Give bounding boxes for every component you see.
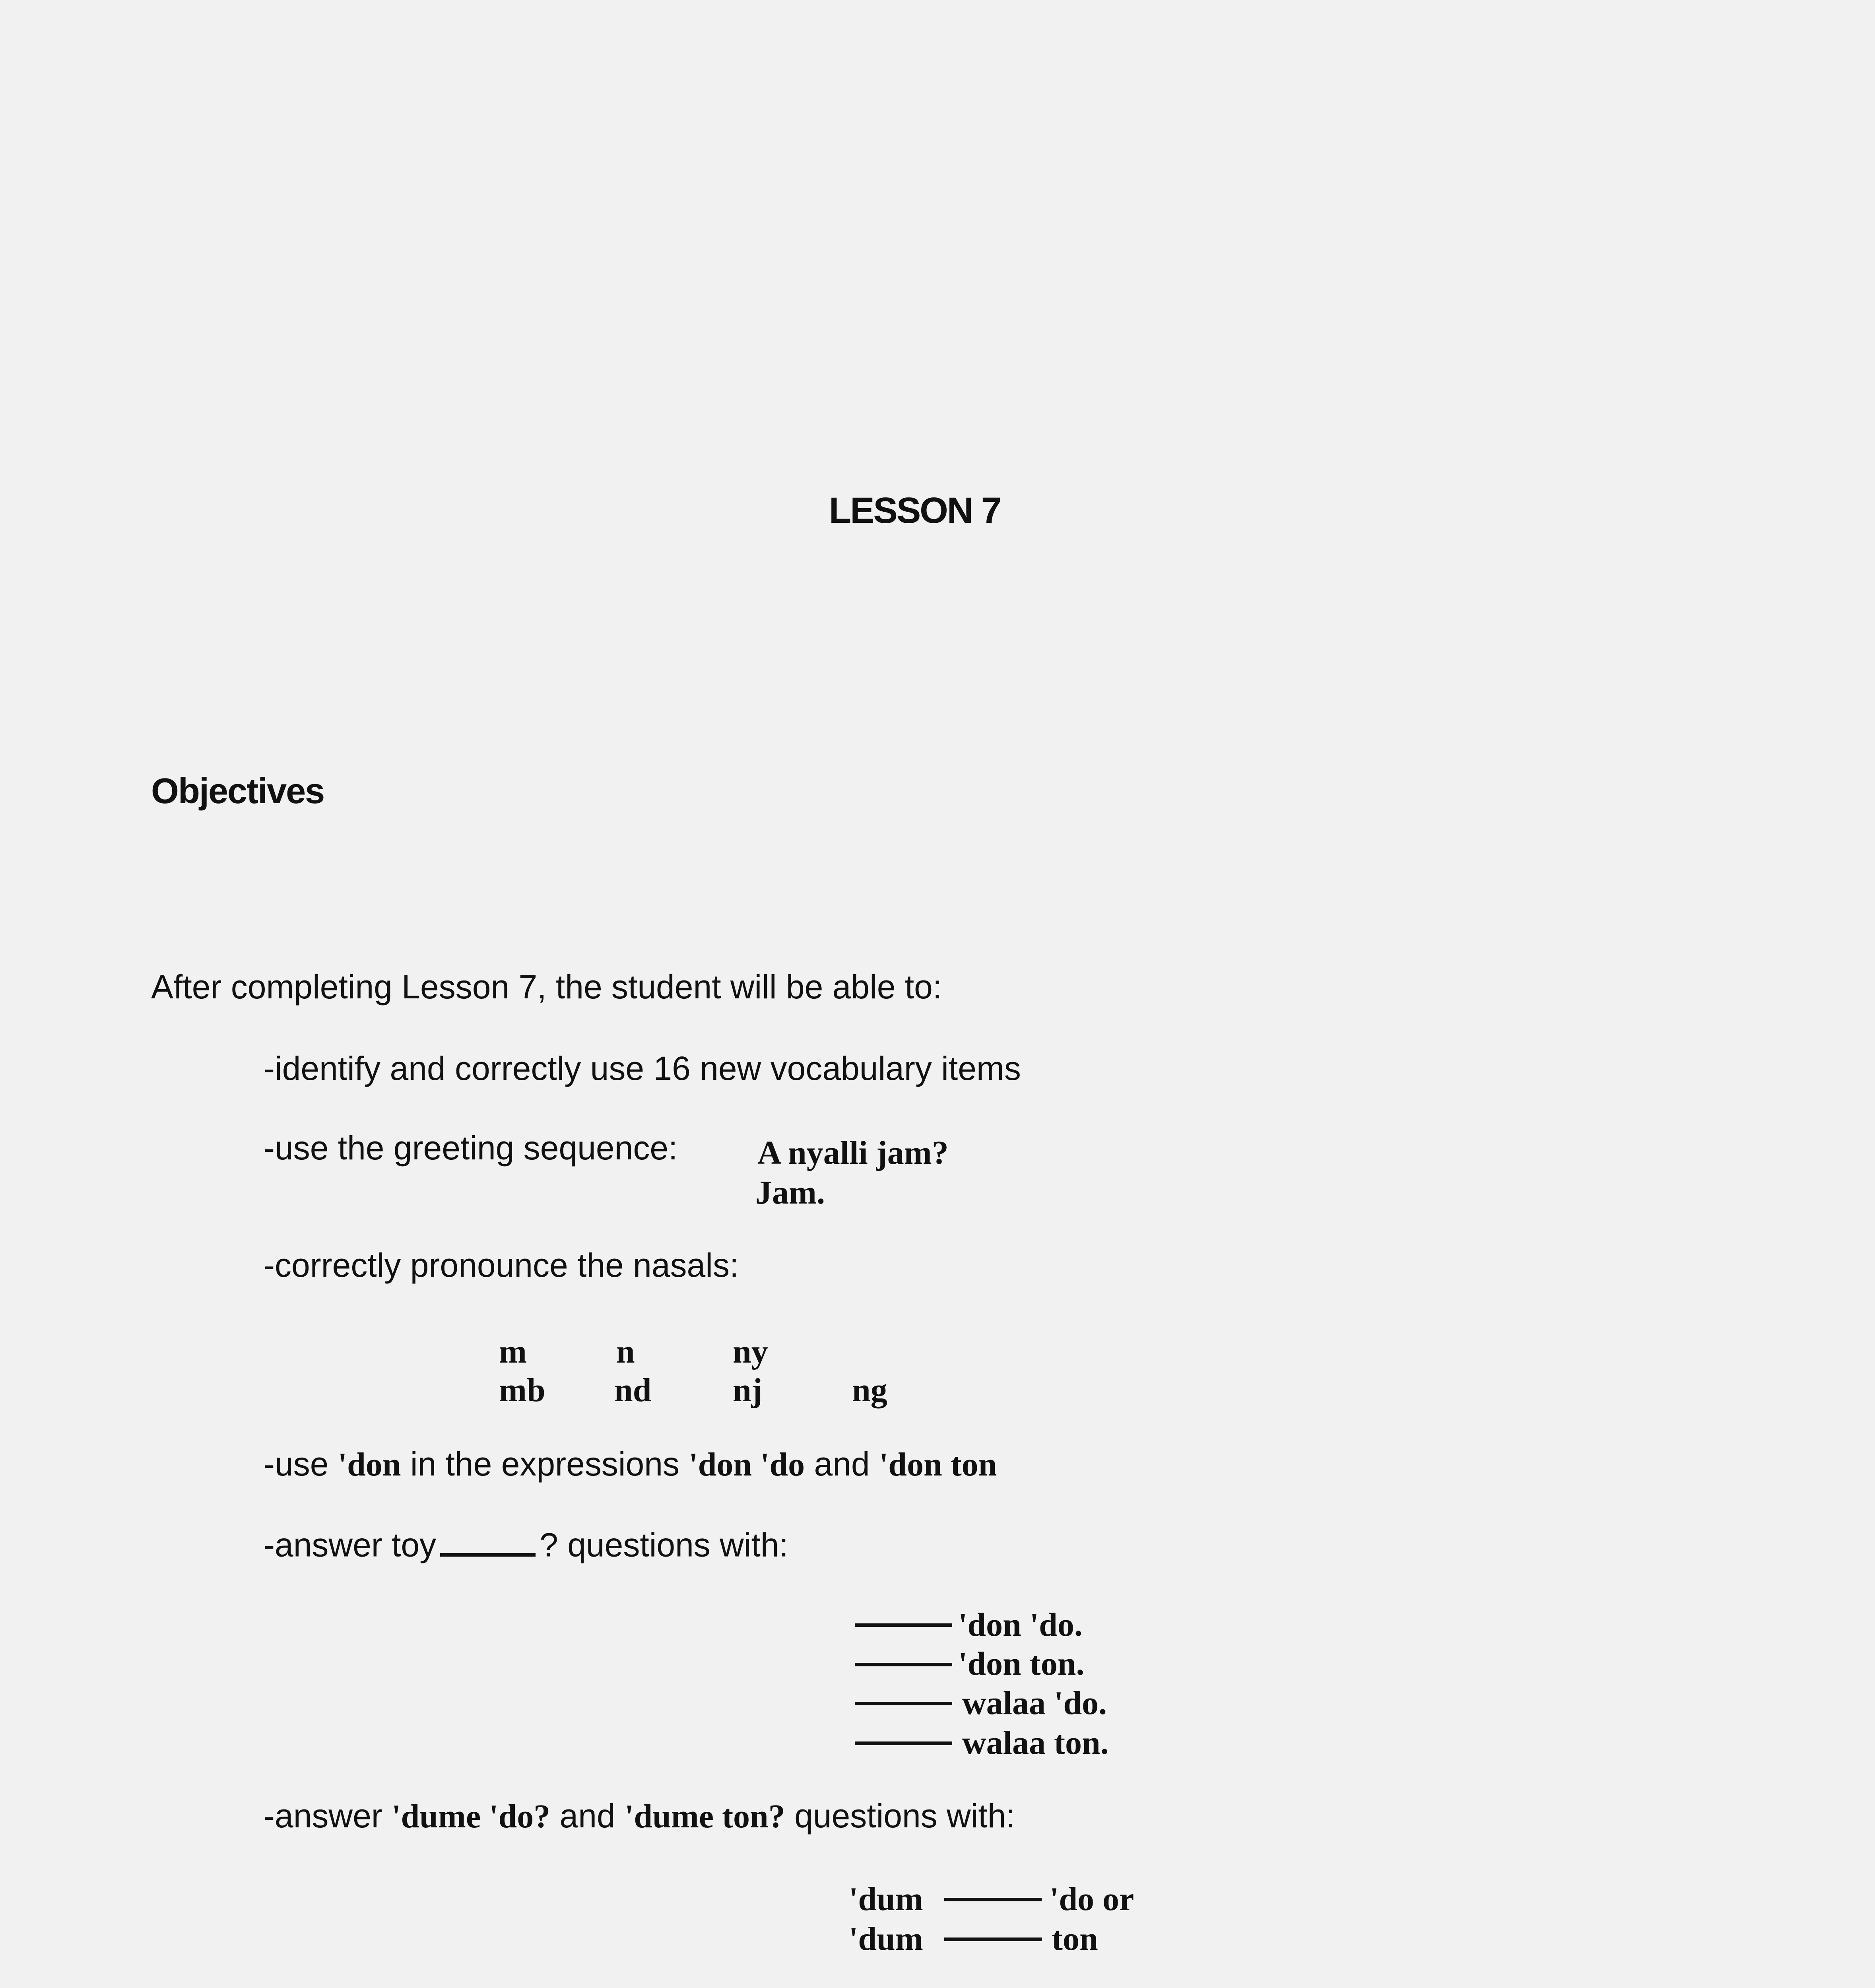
answer-blank bbox=[855, 1623, 952, 1627]
lesson-title: LESSON 7 bbox=[829, 490, 1001, 531]
don-expression-1: 'don 'do bbox=[689, 1446, 805, 1483]
objective-greeting-label: -use the greeting sequence: bbox=[264, 1129, 678, 1167]
don-expression-2: 'don ton bbox=[879, 1446, 997, 1483]
dume-and: and bbox=[559, 1797, 615, 1835]
answer-blank bbox=[944, 1898, 1042, 1901]
answer-blank bbox=[440, 1523, 536, 1557]
toy-answer-3: walaa 'do. bbox=[962, 1685, 1107, 1722]
toy-answer-4: walaa ton. bbox=[962, 1724, 1109, 1761]
nasal-nj: nj bbox=[733, 1372, 763, 1409]
greeting-line-1: A nyalli jam? bbox=[757, 1134, 949, 1171]
toy-prefix: -answer toy bbox=[264, 1526, 437, 1564]
greeting-line-2: Jam. bbox=[755, 1174, 825, 1211]
dume-question-2: 'dume ton? bbox=[625, 1798, 785, 1835]
don-word: 'don bbox=[338, 1446, 401, 1483]
dume-answer-2-post: ton bbox=[1052, 1920, 1098, 1957]
toy-answer-2: 'don ton. bbox=[958, 1645, 1085, 1682]
toy-suffix: ? questions with: bbox=[540, 1526, 788, 1564]
objective-don-expressions bbox=[264, 1447, 997, 1481]
nasal-n: n bbox=[616, 1333, 635, 1370]
toy-answer-1: 'don 'do. bbox=[958, 1606, 1083, 1643]
dume-answer-2-pre: 'dum bbox=[849, 1920, 923, 1957]
dume-answer-1-post: 'do or bbox=[1050, 1881, 1134, 1918]
nasal-ng: ng bbox=[852, 1372, 887, 1409]
objective-dume-questions bbox=[264, 1799, 1015, 1833]
nasal-mb: mb bbox=[499, 1372, 545, 1409]
objective-nasals-label: -correctly pronounce the nasals: bbox=[264, 1246, 739, 1284]
intro-paragraph: After completing Lesson 7, the student will be able to: bbox=[151, 968, 942, 1006]
nasal-nd: nd bbox=[614, 1372, 652, 1409]
dume-question-1: 'dume 'do? bbox=[392, 1798, 551, 1835]
don-prefix: -use bbox=[264, 1445, 329, 1483]
objectives-heading: Objectives bbox=[151, 771, 324, 811]
answer-blank bbox=[944, 1938, 1042, 1941]
nasal-m: m bbox=[499, 1333, 527, 1370]
answer-blank bbox=[855, 1741, 952, 1745]
nasal-ny: ny bbox=[733, 1333, 768, 1370]
dume-prefix: -answer bbox=[264, 1797, 382, 1835]
answer-blank bbox=[855, 1702, 952, 1705]
answer-blank bbox=[855, 1663, 952, 1666]
objective-vocabulary: -identify and correctly use 16 new vocabulary items bbox=[264, 1050, 1021, 1087]
don-mid: in the expressions bbox=[410, 1445, 679, 1483]
dume-suffix: questions with: bbox=[794, 1797, 1015, 1835]
dume-answer-1-pre: 'dum bbox=[849, 1881, 923, 1918]
don-and: and bbox=[814, 1445, 870, 1483]
objective-toy-questions bbox=[264, 1523, 788, 1562]
